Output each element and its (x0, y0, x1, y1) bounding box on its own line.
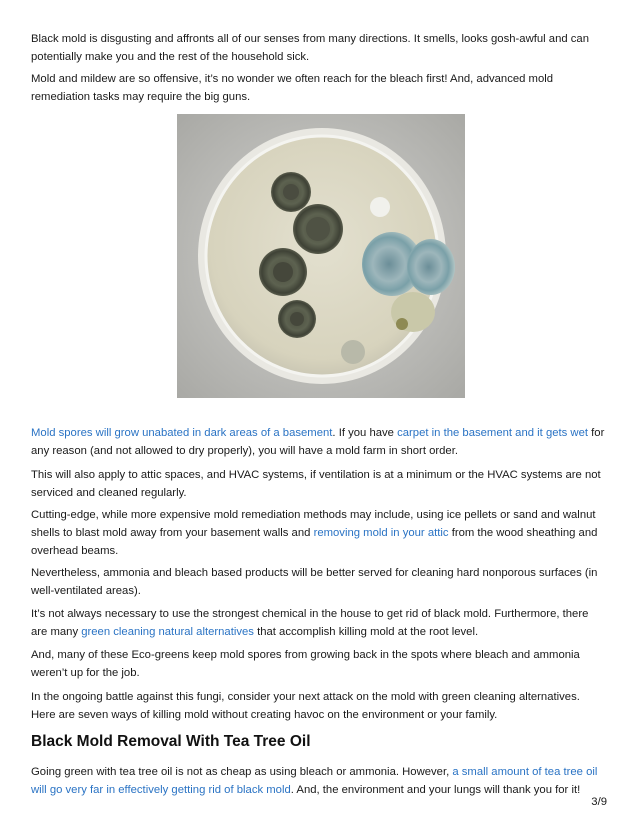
page-number: 3/9 (591, 796, 607, 808)
paragraph-text: that accomplish killing mold at the root level. (253, 626, 479, 638)
paragraph-text: from the wood sheathing and overhead beams. (31, 527, 598, 557)
paragraph-text: . If you have (332, 427, 398, 439)
link-carpet-basement[interactable]: carpet in the basement and it gets wet (397, 427, 589, 439)
paragraph-eco-greens: And, many of these Eco-greens keep mold spores from growing back in the spots where bleach and ammonia weren’t up for the job. (31, 649, 580, 679)
paragraph-attic-hvac: This will also apply to attic spaces, and HVAC systems, if ventilation is at a minimum or the HVAC systems are not serviced and cleaned regularly. (31, 469, 601, 499)
paragraph-ammonia-bleach: Nevertheless, ammonia and bleach based products will be better served for cleaning hard nonporous surfaces (in well-ventilated areas). (31, 567, 598, 597)
link-tea-tree-oil[interactable]: a small amount of tea tree oil will go very far in effectively getting rid of black mold (31, 766, 598, 796)
paragraph-bleach: Mold and mildew are so offensive, it’s no wonder we often reach for the bleach first! And, advanced mold remediation tasks may require the big guns. (31, 73, 554, 103)
paragraph-basement (31, 424, 607, 460)
petri-dish-mold-photo (177, 114, 465, 398)
paragraph-text: . And, the environment and your lungs will thank you for it! (290, 784, 581, 796)
paragraph-text: Cutting-edge, while more expensive mold remediation methods may include, using ice pellets or sand and walnut shells to blast mold away from your basement walls and (31, 509, 596, 539)
link-removing-mold-attic[interactable]: removing mold in your attic (313, 527, 449, 539)
section-heading-tea-tree-oil: Black Mold Removal With Tea Tree Oil (31, 733, 311, 750)
paragraph-tea-tree-oil (31, 763, 607, 799)
paragraph-text: for any reason (and not allowed to dry properly), you will have a mold farm in short order. (31, 427, 605, 457)
paragraph-strongest-chemical (31, 605, 607, 641)
link-green-cleaning-alternatives[interactable]: green cleaning natural alternatives (81, 626, 254, 638)
paragraph-text: Going green with tea tree oil is not as cheap as using bleach or ammonia. However, (31, 766, 453, 778)
paragraph-text: It’s not always necessary to use the strongest chemical in the house to get rid of black mold. Furthermore, there are many (31, 608, 589, 638)
paragraph-cutting-edge (31, 506, 607, 560)
paragraph-ongoing-battle: In the ongoing battle against this fungi, consider your next attack on the mold with green cleaning alternatives. Here are seven ways of killing mold without creating havoc on the environment or your family. (31, 691, 580, 721)
link-mold-spores-basement[interactable]: Mold spores will grow unabated in dark areas of a basement (31, 427, 333, 439)
paragraph-intro: Black mold is disgusting and affronts all of our senses from many directions. It smells, looks gosh-awful and can potentially make you and the rest of the household sick. (31, 33, 589, 63)
